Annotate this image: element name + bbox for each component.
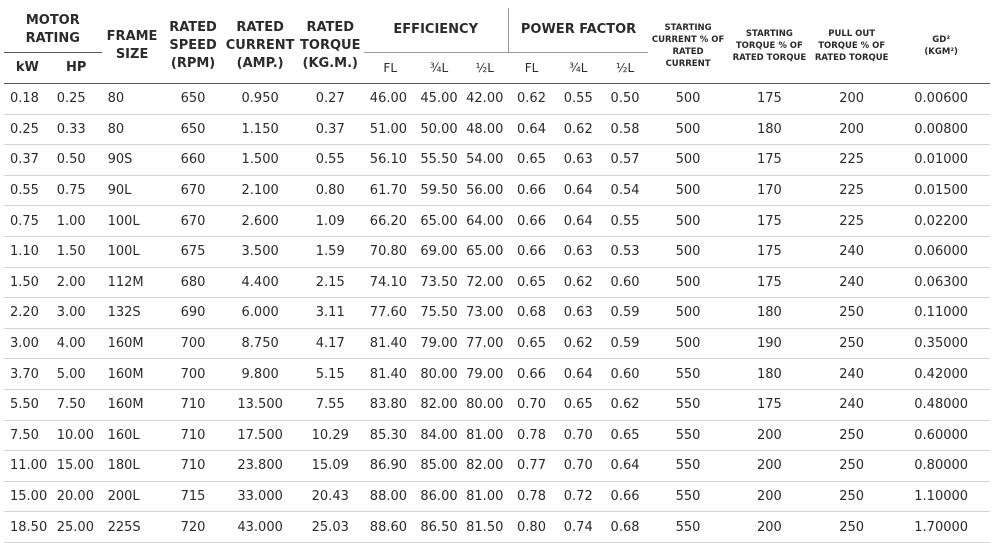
table-cell: 3.500 — [224, 236, 297, 267]
table-cell: 79.00 — [461, 359, 508, 390]
table-cell: 86.00 — [417, 481, 462, 512]
table-cell: 43.000 — [224, 512, 297, 543]
table-cell: 5.50 — [4, 389, 51, 420]
table-cell: 175 — [728, 145, 811, 176]
table-cell: 17.500 — [224, 420, 297, 451]
table-row — [4, 84, 990, 115]
table-cell: 500 — [648, 206, 727, 237]
table-cell: 550 — [648, 359, 727, 390]
table-cell: 240 — [811, 359, 892, 390]
table-cell: 200 — [811, 84, 892, 115]
table-cell: 180 — [728, 114, 811, 145]
table-cell: 50.00 — [417, 114, 462, 145]
table-cell: 0.50 — [51, 145, 102, 176]
table-cell: 0.66 — [602, 481, 649, 512]
table-cell: 80.00 — [417, 359, 462, 390]
table-cell: 4.17 — [297, 328, 364, 359]
table-cell: 18.50 — [4, 512, 51, 543]
table-cell: 11.00 — [4, 451, 51, 482]
table-cell: 0.55 — [297, 145, 364, 176]
table-cell: 225 — [811, 206, 892, 237]
motor-spec-table — [4, 8, 990, 543]
table-cell: 500 — [648, 267, 727, 298]
table-cell: 0.64 — [555, 175, 602, 206]
table-cell: 20.00 — [51, 481, 102, 512]
table-cell: 0.66 — [508, 236, 555, 267]
table-row — [4, 512, 990, 543]
table-cell: 5.00 — [51, 359, 102, 390]
table-cell: 82.00 — [417, 389, 462, 420]
table-cell: 1.59 — [297, 236, 364, 267]
header-rated-torque: RATED TORQUE (KG.M.) — [297, 8, 364, 84]
table-cell: 0.00800 — [892, 114, 990, 145]
table-cell: 59.50 — [417, 175, 462, 206]
table-cell: 670 — [163, 175, 224, 206]
table-cell: 675 — [163, 236, 224, 267]
table-cell: 500 — [648, 328, 727, 359]
table-cell: 650 — [163, 114, 224, 145]
table-cell: 0.62 — [508, 84, 555, 115]
table-cell: 0.77 — [508, 451, 555, 482]
table-cell: 0.70 — [555, 420, 602, 451]
header-kw: kW — [4, 53, 51, 84]
header-gd2 — [892, 8, 990, 84]
table-cell: 0.80000 — [892, 451, 990, 482]
table-cell: 0.65 — [508, 267, 555, 298]
table-cell: 75.50 — [417, 298, 462, 329]
table-cell: 74.10 — [364, 267, 417, 298]
table-cell: 0.68 — [508, 298, 555, 329]
header-starting-current: STARTING CURRENT % OF RATED CURRENT — [648, 8, 727, 84]
table-cell: 175 — [728, 206, 811, 237]
table-cell: 3.00 — [51, 298, 102, 329]
table-cell: 10.00 — [51, 420, 102, 451]
table-cell: 250 — [811, 481, 892, 512]
table-cell: 0.25 — [4, 114, 51, 145]
table-cell: 2.600 — [224, 206, 297, 237]
table-cell: 200 — [728, 420, 811, 451]
table-cell: 650 — [163, 84, 224, 115]
table-row — [4, 359, 990, 390]
table-cell: 0.60000 — [892, 420, 990, 451]
header-efficiency: EFFICIENCY — [393, 22, 478, 37]
table-cell: 225S — [102, 512, 163, 543]
table-cell: 0.68 — [602, 512, 649, 543]
table-cell: 710 — [163, 451, 224, 482]
table-cell: 0.63 — [555, 145, 602, 176]
table-cell: 180 — [728, 359, 811, 390]
header-power-factor: POWER FACTOR — [508, 8, 648, 53]
table-cell: 2.20 — [4, 298, 51, 329]
table-cell: 0.42000 — [892, 359, 990, 390]
header-pull-out-torque: PULL OUT TORQUE % OF RATED TORQUE — [811, 8, 892, 84]
table-cell: 7.55 — [297, 389, 364, 420]
header-pf-3-4: ¾L — [555, 53, 602, 84]
table-cell: 0.64 — [555, 206, 602, 237]
table-cell: 1.500 — [224, 145, 297, 176]
table-cell: 0.50 — [602, 84, 649, 115]
table-cell: 65.00 — [461, 236, 508, 267]
table-cell: 54.00 — [461, 145, 508, 176]
table-cell: 15.00 — [51, 451, 102, 482]
table-cell: 225 — [811, 175, 892, 206]
table-row — [4, 236, 990, 267]
table-cell: 25.03 — [297, 512, 364, 543]
table-cell: 1.10 — [4, 236, 51, 267]
table-cell: 81.40 — [364, 359, 417, 390]
header-eff-1-2: ½L — [461, 53, 508, 84]
table-cell: 160M — [102, 389, 163, 420]
header-gd2-label: GD² — [932, 34, 951, 45]
table-cell: 160M — [102, 328, 163, 359]
table-cell: 200 — [728, 481, 811, 512]
table-cell: 720 — [163, 512, 224, 543]
table-cell: 33.000 — [224, 481, 297, 512]
table-cell: 200 — [811, 114, 892, 145]
header-motor-rating: MOTOR RATING — [4, 8, 102, 53]
table-cell: 710 — [163, 420, 224, 451]
table-cell: 15.00 — [4, 481, 51, 512]
table-cell: 250 — [811, 328, 892, 359]
table-cell: 51.00 — [364, 114, 417, 145]
table-cell: 715 — [163, 481, 224, 512]
table-cell: 81.00 — [461, 481, 508, 512]
table-cell: 0.37 — [4, 145, 51, 176]
table-cell: 0.54 — [602, 175, 649, 206]
table-cell: 0.80 — [297, 175, 364, 206]
table-cell: 0.55 — [4, 175, 51, 206]
table-cell: 85.00 — [417, 451, 462, 482]
table-cell: 0.02200 — [892, 206, 990, 237]
table-cell: 0.65 — [555, 389, 602, 420]
table-cell: 250 — [811, 451, 892, 482]
table-row — [4, 481, 990, 512]
table-cell: 79.00 — [417, 328, 462, 359]
table-cell: 25.00 — [51, 512, 102, 543]
table-cell: 0.75 — [4, 206, 51, 237]
table-cell: 46.00 — [364, 84, 417, 115]
table-cell: 64.00 — [461, 206, 508, 237]
table-cell: 250 — [811, 420, 892, 451]
table-cell: 5.15 — [297, 359, 364, 390]
table-cell: 88.60 — [364, 512, 417, 543]
table-cell: 0.01000 — [892, 145, 990, 176]
table-cell: 0.63 — [555, 236, 602, 267]
table-row — [4, 145, 990, 176]
table-cell: 0.74 — [555, 512, 602, 543]
table-cell: 0.06000 — [892, 236, 990, 267]
table-cell: 0.62 — [555, 267, 602, 298]
table-cell: 56.10 — [364, 145, 417, 176]
table-cell: 0.60 — [602, 267, 649, 298]
table-cell: 240 — [811, 389, 892, 420]
table-cell: 15.09 — [297, 451, 364, 482]
header-starting-torque: STARTING TORQUE % OF RATED TORQUE — [728, 8, 811, 84]
table-cell: 2.00 — [51, 267, 102, 298]
table-cell: 0.62 — [602, 389, 649, 420]
table-cell: 20.43 — [297, 481, 364, 512]
table-cell: 160M — [102, 359, 163, 390]
table-cell: 0.72 — [555, 481, 602, 512]
table-row — [4, 328, 990, 359]
table-cell: 200L — [102, 481, 163, 512]
table-cell: 69.00 — [417, 236, 462, 267]
header-hp: HP — [51, 53, 102, 84]
table-cell: 80 — [102, 114, 163, 145]
table-cell: 500 — [648, 114, 727, 145]
table-cell: 175 — [728, 389, 811, 420]
table-cell: 0.27 — [297, 84, 364, 115]
table-row — [4, 267, 990, 298]
table-cell: 0.950 — [224, 84, 297, 115]
table-cell: 0.64 — [602, 451, 649, 482]
table-cell: 680 — [163, 267, 224, 298]
table-cell: 0.33 — [51, 114, 102, 145]
table-cell: 500 — [648, 236, 727, 267]
table-cell: 690 — [163, 298, 224, 329]
table-cell: 100L — [102, 206, 163, 237]
table-cell: 6.000 — [224, 298, 297, 329]
table-cell: 0.66 — [508, 206, 555, 237]
table-row — [4, 420, 990, 451]
table-cell: 2.100 — [224, 175, 297, 206]
table-cell: 86.90 — [364, 451, 417, 482]
table-cell: 190 — [728, 328, 811, 359]
table-cell: 1.150 — [224, 114, 297, 145]
table-cell: 550 — [648, 389, 727, 420]
table-cell: 500 — [648, 298, 727, 329]
table-cell: 200 — [728, 512, 811, 543]
table-cell: 0.60 — [602, 359, 649, 390]
table-cell: 0.00600 — [892, 84, 990, 115]
table-cell: 72.00 — [461, 267, 508, 298]
table-cell: 77.00 — [461, 328, 508, 359]
table-cell: 700 — [163, 359, 224, 390]
table-cell: 0.78 — [508, 420, 555, 451]
table-cell: 81.40 — [364, 328, 417, 359]
table-cell: 0.25 — [51, 84, 102, 115]
table-cell: 0.78 — [508, 481, 555, 512]
table-cell: 175 — [728, 236, 811, 267]
table-cell: 80 — [102, 84, 163, 115]
table-cell: 81.50 — [461, 512, 508, 543]
table-row — [4, 114, 990, 145]
table-cell: 240 — [811, 267, 892, 298]
table-cell: 550 — [648, 512, 727, 543]
table-cell: 3.11 — [297, 298, 364, 329]
table-cell: 61.70 — [364, 175, 417, 206]
table-cell: 45.00 — [417, 84, 462, 115]
table-cell: 0.63 — [555, 298, 602, 329]
table-cell: 86.50 — [417, 512, 462, 543]
table-cell: 80.00 — [461, 389, 508, 420]
table-cell: 0.70 — [555, 451, 602, 482]
table-cell: 0.75 — [51, 175, 102, 206]
table-cell: 65.00 — [417, 206, 462, 237]
table-cell: 23.800 — [224, 451, 297, 482]
table-cell: 0.57 — [602, 145, 649, 176]
table-cell: 0.55 — [555, 84, 602, 115]
table-cell: 0.65 — [602, 420, 649, 451]
table-cell: 100L — [102, 236, 163, 267]
table-cell: 9.800 — [224, 359, 297, 390]
table-cell: 1.50 — [51, 236, 102, 267]
table-cell: 160L — [102, 420, 163, 451]
table-cell: 500 — [648, 175, 727, 206]
table-cell: 1.00 — [51, 206, 102, 237]
table-cell: 1.10000 — [892, 481, 990, 512]
table-cell: 0.11000 — [892, 298, 990, 329]
table-cell: 0.70 — [508, 389, 555, 420]
table-cell: 0.66 — [508, 175, 555, 206]
table-row — [4, 389, 990, 420]
table-cell: 2.15 — [297, 267, 364, 298]
table-cell: 73.50 — [417, 267, 462, 298]
table-cell: 0.53 — [602, 236, 649, 267]
table-cell: 0.55 — [602, 206, 649, 237]
table-row — [4, 206, 990, 237]
table-cell: 0.66 — [508, 359, 555, 390]
table-cell: 1.50 — [4, 267, 51, 298]
header-eff-fl: FL — [364, 53, 417, 84]
header-pf-1-2: ½L — [602, 53, 649, 84]
table-cell: 660 — [163, 145, 224, 176]
table-cell: 0.64 — [508, 114, 555, 145]
table-cell: 56.00 — [461, 175, 508, 206]
table-cell: 3.70 — [4, 359, 51, 390]
table-cell: 700 — [163, 328, 224, 359]
table-cell: 73.00 — [461, 298, 508, 329]
table-cell: 0.58 — [602, 114, 649, 145]
table-cell: 170 — [728, 175, 811, 206]
table-cell: 84.00 — [417, 420, 462, 451]
table-cell: 670 — [163, 206, 224, 237]
table-cell: 0.01500 — [892, 175, 990, 206]
table-cell: 550 — [648, 420, 727, 451]
table-cell: 7.50 — [51, 389, 102, 420]
header-gd2-unit: (KGM²) — [924, 46, 958, 57]
table-cell: 0.65 — [508, 145, 555, 176]
table-cell: 240 — [811, 236, 892, 267]
table-cell: 250 — [811, 512, 892, 543]
header-frame-size: FRAME SIZE — [102, 8, 163, 84]
table-cell: 175 — [728, 267, 811, 298]
table-cell: 3.00 — [4, 328, 51, 359]
table-cell: 132S — [102, 298, 163, 329]
header-rated-current: RATED CURRENT (AMP.) — [224, 8, 297, 84]
table-cell: 175 — [728, 84, 811, 115]
table-cell: 180L — [102, 451, 163, 482]
header-eff-3-4: ¾L — [417, 53, 462, 84]
table-cell: 81.00 — [461, 420, 508, 451]
table-cell: 85.30 — [364, 420, 417, 451]
table-cell: 7.50 — [4, 420, 51, 451]
table-cell: 10.29 — [297, 420, 364, 451]
table-cell: 0.06300 — [892, 267, 990, 298]
table-cell: 55.50 — [417, 145, 462, 176]
table-row — [4, 175, 990, 206]
table-cell: 0.37 — [297, 114, 364, 145]
table-cell: 1.70000 — [892, 512, 990, 543]
table-row — [4, 451, 990, 482]
table-cell: 0.18 — [4, 84, 51, 115]
table-cell: 0.59 — [602, 328, 649, 359]
table-cell: 90L — [102, 175, 163, 206]
table-cell: 550 — [648, 451, 727, 482]
table-cell: 88.00 — [364, 481, 417, 512]
table-cell: 0.35000 — [892, 328, 990, 359]
table-cell: 500 — [648, 84, 727, 115]
table-cell: 225 — [811, 145, 892, 176]
table-cell: 0.48000 — [892, 389, 990, 420]
table-cell: 0.64 — [555, 359, 602, 390]
table-cell: 4.00 — [51, 328, 102, 359]
table-cell: 70.80 — [364, 236, 417, 267]
table-cell: 66.20 — [364, 206, 417, 237]
table-cell: 0.59 — [602, 298, 649, 329]
table-cell: 13.500 — [224, 389, 297, 420]
header-pf-fl: FL — [508, 53, 555, 84]
table-cell: 550 — [648, 481, 727, 512]
table-cell: 77.60 — [364, 298, 417, 329]
table-cell: 710 — [163, 389, 224, 420]
header-rated-speed: RATED SPEED (RPM) — [163, 8, 224, 84]
table-cell: 42.00 — [461, 84, 508, 115]
table-cell: 112M — [102, 267, 163, 298]
table-cell: 250 — [811, 298, 892, 329]
table-cell: 4.400 — [224, 267, 297, 298]
table-cell: 0.80 — [508, 512, 555, 543]
table-cell: 1.09 — [297, 206, 364, 237]
table-cell: 180 — [728, 298, 811, 329]
table-cell: 0.62 — [555, 114, 602, 145]
table-cell: 83.80 — [364, 389, 417, 420]
table-cell: 48.00 — [461, 114, 508, 145]
table-cell: 90S — [102, 145, 163, 176]
table-cell: 8.750 — [224, 328, 297, 359]
table-cell: 0.62 — [555, 328, 602, 359]
table-cell: 0.65 — [508, 328, 555, 359]
table-cell: 500 — [648, 145, 727, 176]
table-cell: 200 — [728, 451, 811, 482]
table-cell: 82.00 — [461, 451, 508, 482]
table-row — [4, 298, 990, 329]
